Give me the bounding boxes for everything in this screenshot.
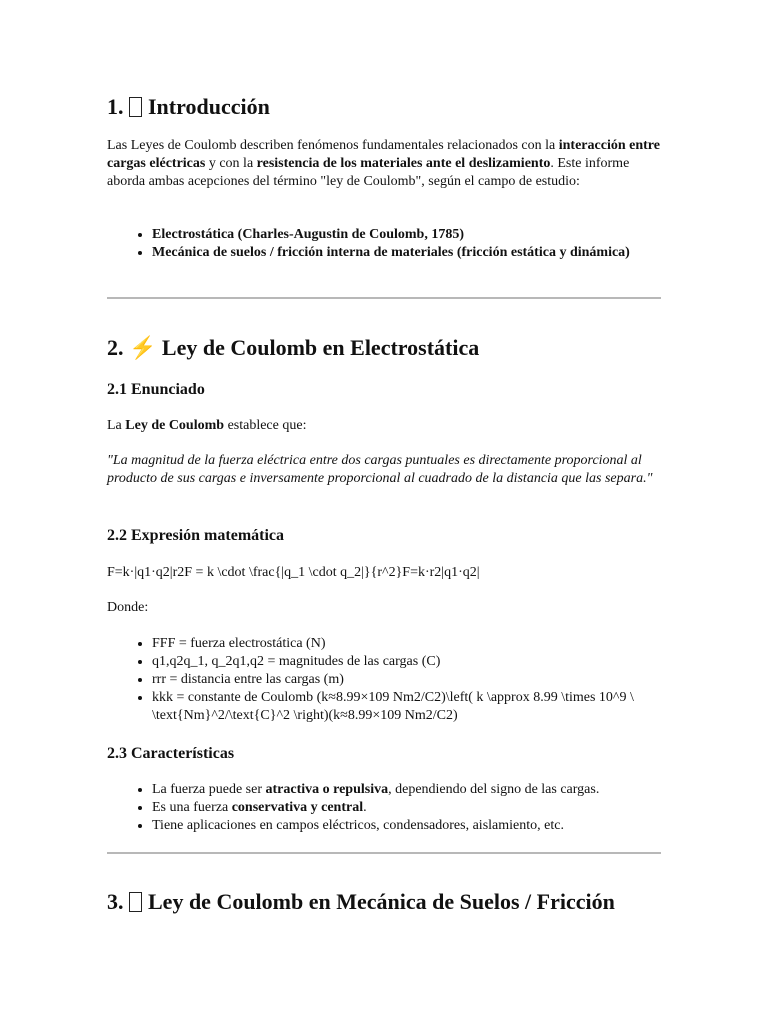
subsection-heading: 2.2 Expresión matemática [107,527,285,544]
section-2-heading [107,335,479,361]
law-bold: Ley de Coulomb [125,418,225,433]
intro-text-3: . Este informe aborda ambas acepciones del término "ley de Coulomb", según el campo de estudio: [107,156,630,189]
list-item: • q1,q2q_1, q_2q1,q2 = magnitudes de las cargas (C) [152,653,661,671]
list-item: • Mecánica de suelos / fricción interna de materiales (fricción estática y dinámica) [152,244,661,262]
char-bold: atractiva o repulsiva [265,782,389,797]
section-1-title: Introducción [148,94,270,119]
donde-label: Donde: [107,600,149,615]
section-3-number: 3. [107,889,124,914]
section-divider [107,297,661,299]
law-text-2: establece que: [224,418,307,433]
intro-paragraph [107,137,661,191]
variables-list [107,635,661,725]
section-2-title: Ley de Coulomb en Electrostática [161,335,480,360]
list-item: • kkk = constante de Coulomb (k≈8.99×109 Nm2/C2)\left( k \approx 8.99 \times 10^9 \ \text{Nm}^2/\text{C}^2 \right)(k≈8.99×109 Nm2/C2) [152,689,661,725]
section-3-heading [107,889,615,915]
subsection-heading: 2.1 Enunciado [107,381,205,398]
missing-glyph-icon [129,97,142,117]
char-text: . [363,800,367,815]
list-item [152,799,661,817]
char-bold: conservativa y central [231,800,364,815]
formula-text: F=k·|q1·q2|r2F = k \cdot \frac{|q_1 \cdot q_2|}{r^2}F=k·r2|q1·q2| [107,565,480,580]
intro-bold-1: interacción entre cargas eléctricas [107,138,660,171]
list-item: • Electrostática (Charles-Augustin de Coulomb, 1785) [152,226,661,244]
char-text: , dependiendo del signo de las cargas. [388,782,600,797]
char-text: Es una fuerza [152,800,232,815]
section-1-number: 1. [107,94,124,119]
list-item: • FFF = fuerza electrostática (N) [152,635,661,653]
law-quote: "La magnitud de la fuerza eléctrica entre dos cargas puntuales es directamente proporcional al producto de sus cargas e inversamente proporcional al cuadrado de la distancia que las separa." [107,453,653,486]
section-divider [107,852,661,854]
fields-list [107,226,661,262]
intro-text-1: Las Leyes de Coulomb describen fenómenos fundamentales relacionados con la [107,138,559,153]
section-3-title: Ley de Coulomb en Mecánica de Suelos / Fricción [148,889,615,914]
missing-glyph-icon [129,892,142,912]
char-text: La fuerza puede ser [152,782,266,797]
law-text-1: La [107,418,126,433]
lightning-icon: ⚡ [129,335,157,360]
section-1-heading [107,94,270,120]
section-2-number: 2. [107,335,124,360]
law-paragraph [107,417,661,435]
intro-text-2: y con la [205,156,257,171]
characteristics-list [107,781,661,835]
list-item [152,781,661,799]
intro-bold-2: resistencia de los materiales ante el deslizamiento [256,156,551,171]
subsection-heading: 2.3 Características [107,745,235,762]
list-item: • Tiene aplicaciones en campos eléctricos, condensadores, aislamiento, etc. [152,817,661,835]
list-item: • rrr = distancia entre las cargas (m) [152,671,661,689]
